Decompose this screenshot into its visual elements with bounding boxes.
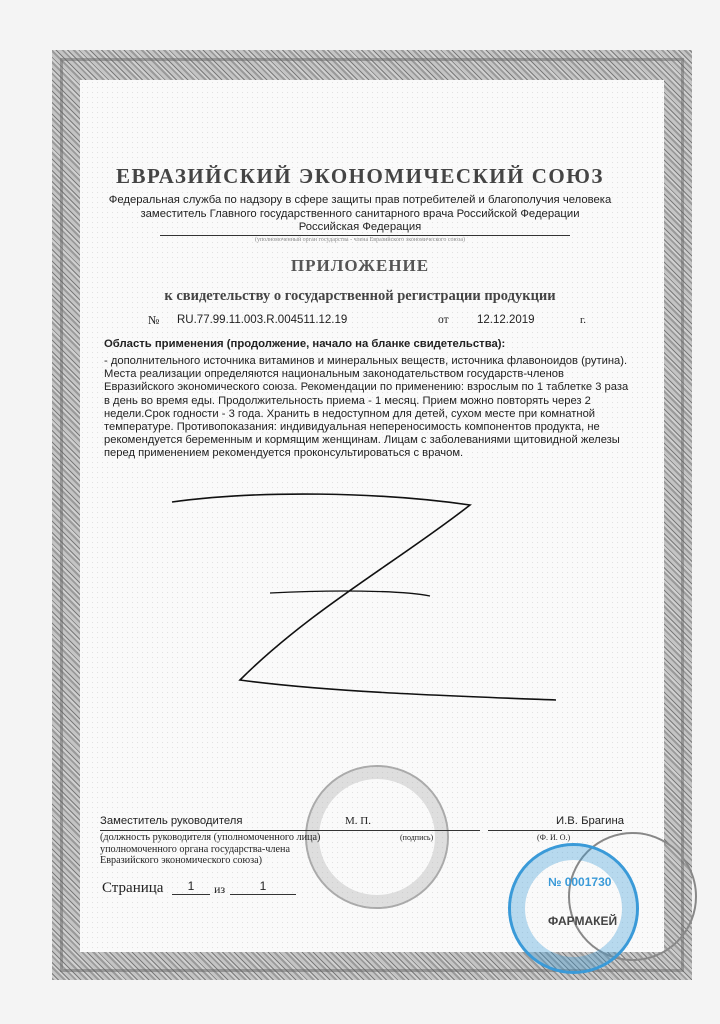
- doc-subtitle: к свидетельству о государственной регистрации продукции: [164, 288, 556, 304]
- agency-line-1: Федеральная служба по надзору в сфере защиты прав потребителей и благополучия человека: [108, 194, 612, 206]
- date-label: от: [438, 314, 449, 326]
- signature-caption: (подпись): [400, 833, 434, 842]
- seal-company: ФАРМАКЕЙ: [548, 914, 618, 928]
- page-label: Страница: [102, 880, 164, 896]
- signature-line: [100, 830, 480, 831]
- year-suffix: г.: [580, 314, 587, 326]
- mp-label: М. П.: [345, 815, 371, 827]
- seal-number: № 0001730: [548, 875, 612, 889]
- number-label: №: [148, 313, 160, 327]
- name-line: [488, 830, 622, 831]
- company-seal-blue: [508, 843, 639, 974]
- signer-position: Заместитель руководителя: [100, 815, 243, 827]
- total-pages: 1: [230, 880, 296, 895]
- doc-number: RU.77.99.11.003.R.004511.12.19: [177, 314, 348, 326]
- doc-title: ПРИЛОЖЕНИЕ: [290, 256, 430, 275]
- agency-line-2: заместитель Главного государственного санитарного врача Российской Федерации: [140, 208, 580, 220]
- position-caption: (должность руководителя (уполномоченного лица) уполномоченного органа государства-члена Евразийского экономического союза): [100, 832, 321, 866]
- doc-date: 12.12.2019: [477, 314, 535, 326]
- agency-line-3: Российская Федерация: [298, 221, 422, 233]
- union-title: ЕВРАЗИЙСКИЙ ЭКОНОМИЧЕСКИЙ СОЮЗ: [116, 164, 604, 188]
- section-heading: Область применения (продолжение, начало на бланке свидетельства):: [104, 338, 506, 350]
- agency-caption: (уполномоченный орган государства - члена Евразийского экономического союза): [254, 237, 466, 243]
- section-text: - дополнительного источника витаминов и минеральных веществ, источника флавоноидов (рутина). Места реализации определяются национальным законодательством государств-членов Евразийского экономического союза. Рекомендации по применению: взрослым по 1 таблетке 3 раза в день во время еды. Продолжительность приема - 1 месяц. Прием можно повторять через 2 недели.Срок годности - 3 года. Хранить в недоступном для детей, сухом месте при комнатной температуре. Противопоказания: индивидуальная непереносимость компонентов продукта, не рекомендуется беременным и кормящим женщинам. Лицам с заболеваниями щитовидной железы перед применением рекомендуется проконсультироваться с врачом.: [104, 355, 629, 460]
- name-caption: (Ф. И. О.): [537, 833, 571, 842]
- of-label: из: [214, 882, 226, 896]
- signer-name: И.В. Брагина: [556, 815, 625, 827]
- page-number: 1: [172, 880, 210, 895]
